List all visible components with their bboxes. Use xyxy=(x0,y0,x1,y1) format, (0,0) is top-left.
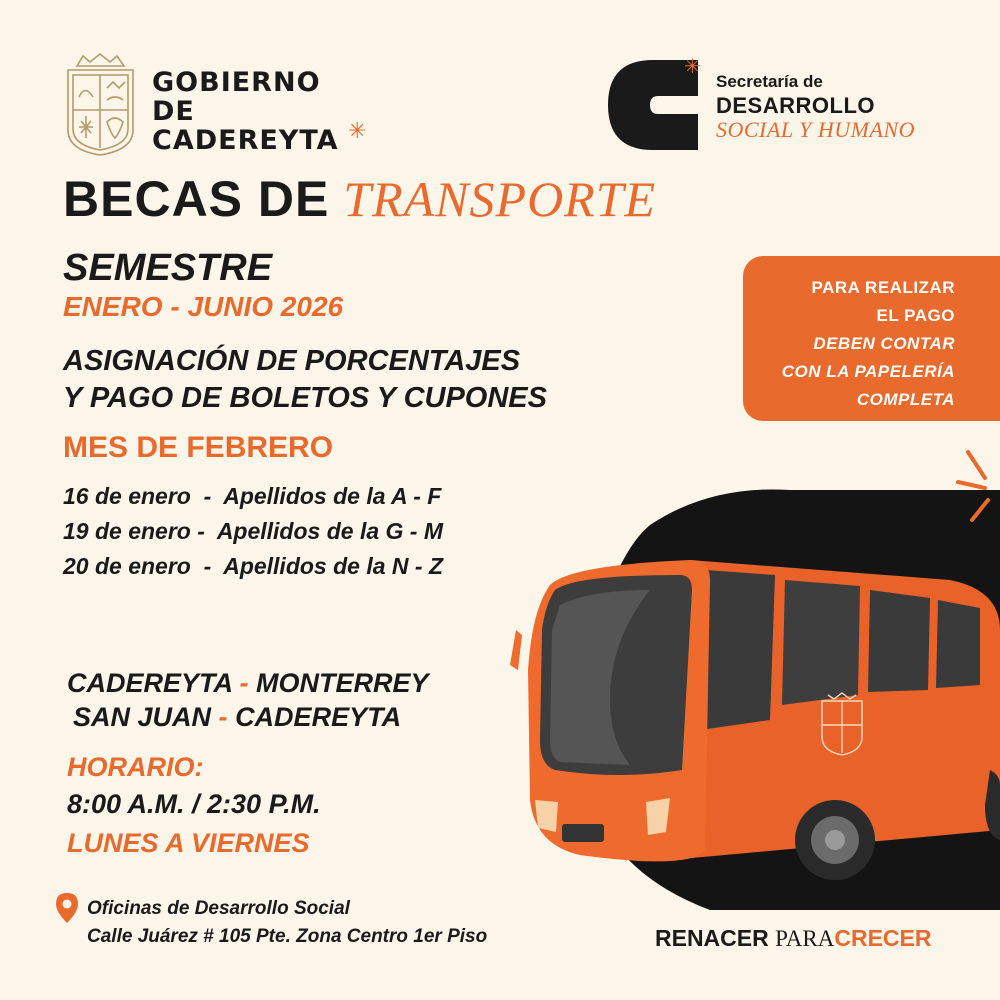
dias-text: LUNES A VIERNES xyxy=(67,828,310,858)
slogan-part2: PARA xyxy=(775,926,835,951)
fecha-item: 20 de enero - Apellidos de la N - Z xyxy=(63,553,444,579)
aviso-box xyxy=(743,256,1000,421)
aviso-line1: PARA REALIZAR xyxy=(811,278,955,297)
secretaria-line1: Secretaría de xyxy=(716,72,823,91)
rutas-list xyxy=(67,666,429,734)
slogan-part1: RENACER xyxy=(655,925,769,951)
secretaria-line3: SOCIAL Y HUMANO xyxy=(716,117,916,142)
direccion xyxy=(87,895,487,951)
asterisk-icon: ✳ xyxy=(348,118,367,143)
gobierno-wordmark xyxy=(152,68,339,155)
fecha-item: 19 de enero - Apellidos de la G - M xyxy=(63,518,444,544)
crest-icon xyxy=(63,52,138,157)
asignacion-heading xyxy=(63,343,547,417)
horario-label: HORARIO: xyxy=(67,752,204,782)
ruta-destino: MONTERREY xyxy=(256,668,429,698)
asterisk-icon: ✳ xyxy=(684,56,701,78)
aviso-line4: CON LA PAPELERÍA xyxy=(781,362,955,381)
ruta-origen: CADEREYTA xyxy=(67,668,233,698)
gobierno-line3: CADEREYTA xyxy=(152,125,339,156)
bus-illustration xyxy=(460,440,1000,910)
direccion-line1: Oficinas de Desarrollo Social xyxy=(87,898,350,919)
fechas-list xyxy=(63,479,443,584)
ruta-item xyxy=(67,666,429,700)
secretaria-wordmark xyxy=(716,72,915,143)
slogan xyxy=(655,925,932,952)
secretaria-line2: DESARROLLO xyxy=(716,93,875,118)
mes-heading: MES DE FEBRERO xyxy=(63,431,334,464)
periodo-text: ENERO - JUNIO 2026 xyxy=(63,291,344,322)
direccion-line2: Calle Juárez # 105 Pte. Zona Centro 1er Piso xyxy=(87,926,488,947)
ruta-item xyxy=(67,700,429,734)
ruta-separador: - xyxy=(218,702,228,732)
title-part2: TRANSPORTE xyxy=(343,171,657,227)
ruta-origen: SAN JUAN xyxy=(73,702,212,732)
horario-value: 8:00 A.M. / 2:30 P.M. xyxy=(67,789,321,819)
semestre-heading: SEMESTRE xyxy=(63,247,273,289)
gobierno-line1: GOBIERNO xyxy=(152,67,321,98)
aviso-line2: EL PAGO xyxy=(876,306,955,325)
fecha-item: 16 de enero - Apellidos de la A - F xyxy=(63,483,442,509)
ruta-separador: - xyxy=(239,668,249,698)
aviso-line3: DEBEN CONTAR xyxy=(813,334,955,353)
asignacion-line2: Y PAGO DE BOLETOS Y CUPONES xyxy=(63,382,547,414)
asignacion-line1: ASIGNACIÓN DE PORCENTAJES xyxy=(63,345,521,377)
location-pin-icon xyxy=(56,893,78,923)
page-title xyxy=(63,170,656,228)
ruta-destino: CADEREYTA xyxy=(235,702,402,732)
title-part1: BECAS DE xyxy=(63,171,330,227)
aviso-line5: COMPLETA xyxy=(856,390,955,409)
slogan-part3: CRECER xyxy=(834,925,932,951)
gobierno-line2: DE xyxy=(152,96,195,127)
